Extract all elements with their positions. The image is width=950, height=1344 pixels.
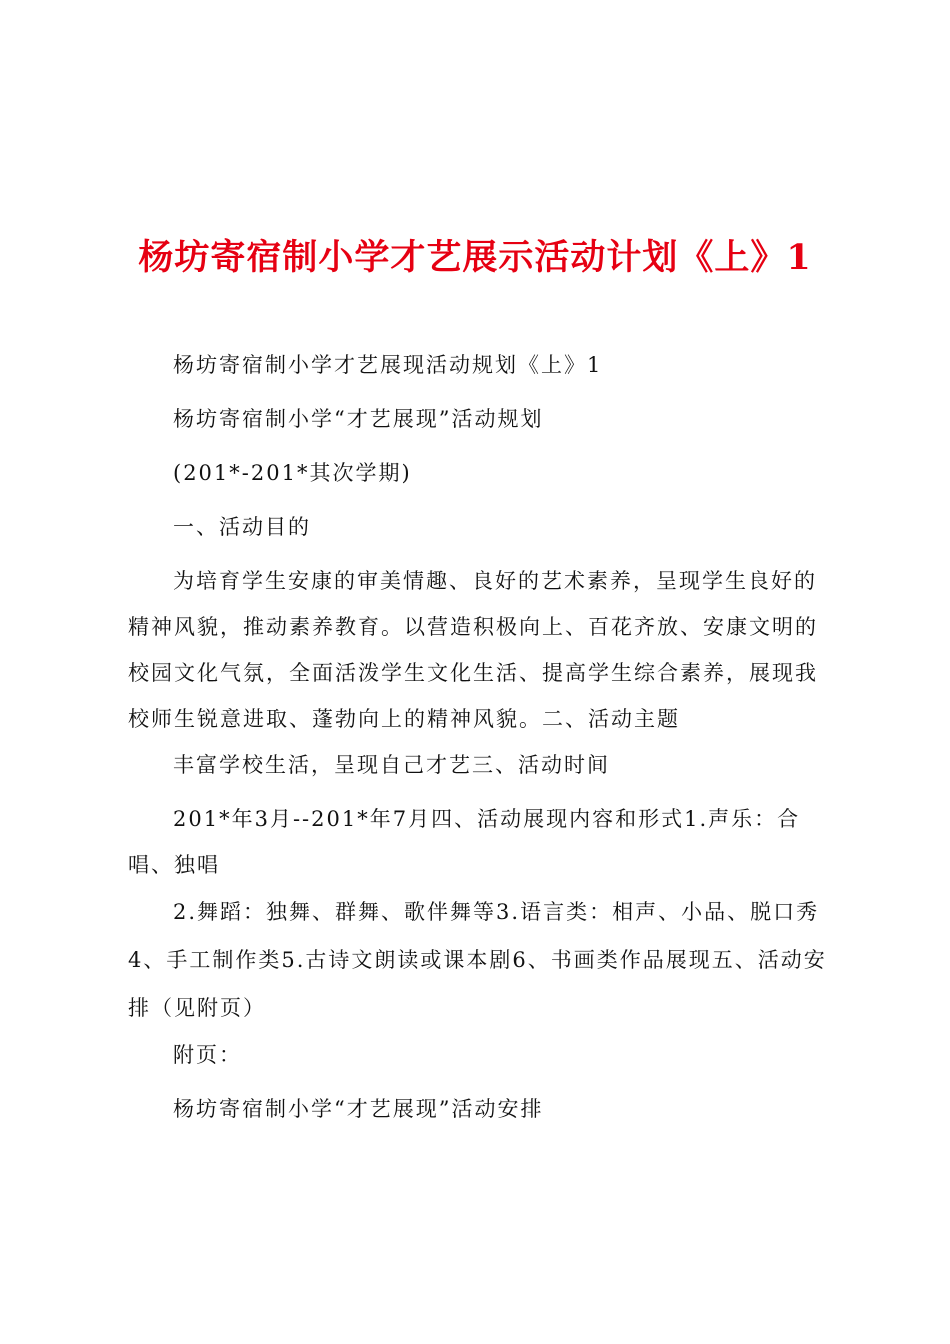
paragraph-semester: (201*-201*其次学期) [173,461,412,485]
paragraph-purpose-text: 为培育学生安康的审美情趣、良好的艺术素养，呈现学生良好的精神风貌，推动素养教育。以营造积极向上、百花齐放、安康文明的校园文化气氛，全面活泼学生文化生活、提高学生综合素养，展现我校师生锐意进取、蓬勃向上的精神风貌。二、活动主题 [128,569,818,731]
paragraph-forms-text: 2.舞蹈：独舞、群舞、歌伴舞等3.语言类：相声、小品、脱口秀4、手工制作类5.古诗文朗读或课本剧6、书画类作品展现五、活动安排（见附页） [128,900,827,1020]
paragraph-theme-text: 丰富学校生活，呈现自己才艺三、活动时间 [173,753,610,777]
document-title: 杨坊寄宿制小学才艺展示活动计划《上》1 [138,237,812,279]
paragraph-section-purpose: 一、活动目的 [173,515,311,539]
paragraph-plan-subtitle: 杨坊寄宿制小学“才艺展现”活动规划 [173,407,544,431]
paragraph-appendix-label: 附页： [173,1043,242,1067]
document-body [128,342,832,1140]
paragraph-plan-heading: 杨坊寄宿制小学才艺展现活动规划《上》1 [173,353,603,377]
paragraph-time-text: 201*年3月--201*年7月四、活动展现内容和形式1.声乐：合唱、独唱 [128,807,801,877]
paragraph-appendix-title: 杨坊寄宿制小学“才艺展现”活动安排 [173,1097,544,1121]
